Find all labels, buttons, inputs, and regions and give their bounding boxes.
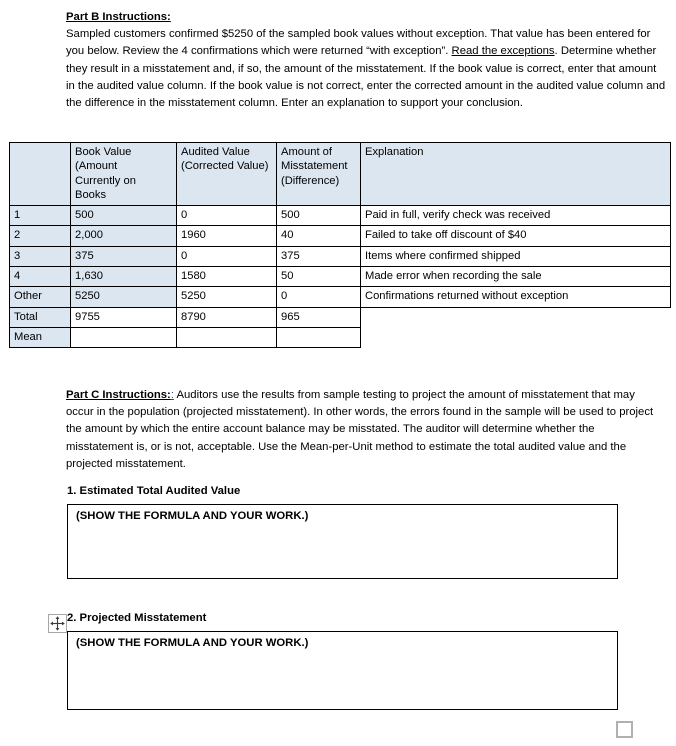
header-audited-value-line1: Audited Value xyxy=(181,146,250,158)
table-row[interactable] xyxy=(10,267,671,287)
header-audited-value xyxy=(177,143,277,206)
cell-explanation[interactable]: Made error when recording the sale xyxy=(361,267,671,287)
cell-audited-value[interactable]: 1580 xyxy=(177,267,277,287)
row-label-total: Total xyxy=(10,307,71,327)
cell-book-value-total[interactable]: 9755 xyxy=(71,307,177,327)
cell-misstatement[interactable]: 500 xyxy=(277,206,361,226)
cell-explanation[interactable]: Items where confirmed shipped xyxy=(361,246,671,266)
cell-explanation[interactable]: Confirmations returned without exception xyxy=(361,287,671,307)
resize-handle-icon[interactable] xyxy=(616,721,633,738)
part-b-underlined-phrase: Read the exceptions xyxy=(451,45,555,58)
cell-audited-value[interactable]: 0 xyxy=(177,246,277,266)
cell-book-value[interactable]: 1,630 xyxy=(71,267,177,287)
row-label-mean: Mean xyxy=(10,327,71,347)
table-header-row xyxy=(10,143,671,206)
question-2-title: 2. Projected Misstatement xyxy=(67,612,207,624)
row-label: 4 xyxy=(10,267,71,287)
header-audited-value-line2: (Corrected Value) xyxy=(181,160,269,173)
header-index xyxy=(10,143,71,206)
cell-misstatement[interactable]: 40 xyxy=(277,226,361,246)
part-b-heading: Part B Instructions: xyxy=(66,11,171,23)
cell-book-value[interactable]: 5250 xyxy=(71,287,177,307)
cell-book-value[interactable]: 500 xyxy=(71,206,177,226)
part-b-instructions xyxy=(66,9,666,112)
cell-misstatement[interactable]: 0 xyxy=(277,287,361,307)
header-misstatement-line2: Misstatement xyxy=(281,160,348,173)
header-book-value-line3: Currently on xyxy=(75,174,136,187)
header-book-value-line2: (Amount xyxy=(75,160,118,173)
header-misstatement-line3: (Difference) xyxy=(281,174,340,187)
cell-audited-value-total[interactable]: 8790 xyxy=(177,307,277,327)
cell-misstatement-mean[interactable] xyxy=(277,327,361,347)
header-misstatement xyxy=(277,143,361,206)
cell-misstatement[interactable]: 50 xyxy=(277,267,361,287)
tracked-insertion-colon: : xyxy=(170,389,174,401)
part-b-text-1: Sampled customers confirmed $5250 of the sampled book values without exception. That value has been entered for you below. Review the 4 confirmations which were returned “with exception”. xyxy=(66,28,651,58)
cell-book-value-mean[interactable] xyxy=(71,327,177,347)
table-row[interactable] xyxy=(10,246,671,266)
question-2-box-label: (SHOW THE FORMULA AND YOUR WORK.) xyxy=(76,637,309,649)
cell-book-value[interactable]: 375 xyxy=(71,246,177,266)
cell-audited-value-mean[interactable] xyxy=(177,327,277,347)
table-row-total[interactable] xyxy=(10,307,671,327)
table-row[interactable] xyxy=(10,287,671,307)
row-label: 1 xyxy=(10,206,71,226)
part-c-instructions xyxy=(66,387,658,473)
part-b-table[interactable] xyxy=(9,142,671,348)
part-c-text: Auditors use the results from sample testing to project the amount of misstatement that may occur in the population (projected misstatement). In other words, the errors found in the sample will be used to project the amount by which the entire account balance may be misstated. The auditor will determine whether the misstatement is, or is not, acceptable. Use the Mean-per-Unit method to estimate the total audited value and the projected misstatement. xyxy=(66,389,654,470)
row-label: 2 xyxy=(10,226,71,246)
question-2-answer-box[interactable] xyxy=(67,631,618,710)
row-label: 3 xyxy=(10,246,71,266)
part-c-heading: Part C Instructions: xyxy=(66,389,171,401)
table-row[interactable] xyxy=(10,206,671,226)
cell-misstatement-total[interactable]: 965 xyxy=(277,307,361,327)
question-1-box-label: (SHOW THE FORMULA AND YOUR WORK.) xyxy=(76,510,309,522)
header-book-value-line1: Book Value xyxy=(75,146,132,158)
part-b-text-2: . Determine whether they result in a misstatement and, if so, the amount of the misstatement. If the book value is correct, enter that amount in the audited value column. If the book value is not correct, enter the corrected amount in the audited value column and the difference in the misstatement column. Enter an explanation to support your conclusion. xyxy=(66,45,666,110)
table-row[interactable] xyxy=(10,226,671,246)
spacer-cell xyxy=(361,327,671,347)
spacer-cell xyxy=(361,307,671,327)
header-book-value xyxy=(71,143,177,206)
header-explanation: Explanation xyxy=(361,143,671,206)
question-1-answer-box[interactable] xyxy=(67,504,618,579)
cell-misstatement[interactable]: 375 xyxy=(277,246,361,266)
cell-explanation[interactable]: Failed to take off discount of $40 xyxy=(361,226,671,246)
cell-explanation[interactable]: Paid in full, verify check was received xyxy=(361,206,671,226)
cell-book-value[interactable]: 2,000 xyxy=(71,226,177,246)
table-row-mean[interactable] xyxy=(10,327,671,347)
header-misstatement-line1: Amount of xyxy=(281,146,332,158)
header-book-value-line4: Books xyxy=(75,188,107,201)
move-handle-icon[interactable] xyxy=(48,614,67,633)
row-label-other: Other xyxy=(10,287,71,307)
four-way-arrow-icon xyxy=(49,615,66,632)
cell-audited-value[interactable]: 0 xyxy=(177,206,277,226)
cell-audited-value[interactable]: 5250 xyxy=(177,287,277,307)
cell-audited-value[interactable]: 1960 xyxy=(177,226,277,246)
question-1-title: 1. Estimated Total Audited Value xyxy=(67,485,241,497)
